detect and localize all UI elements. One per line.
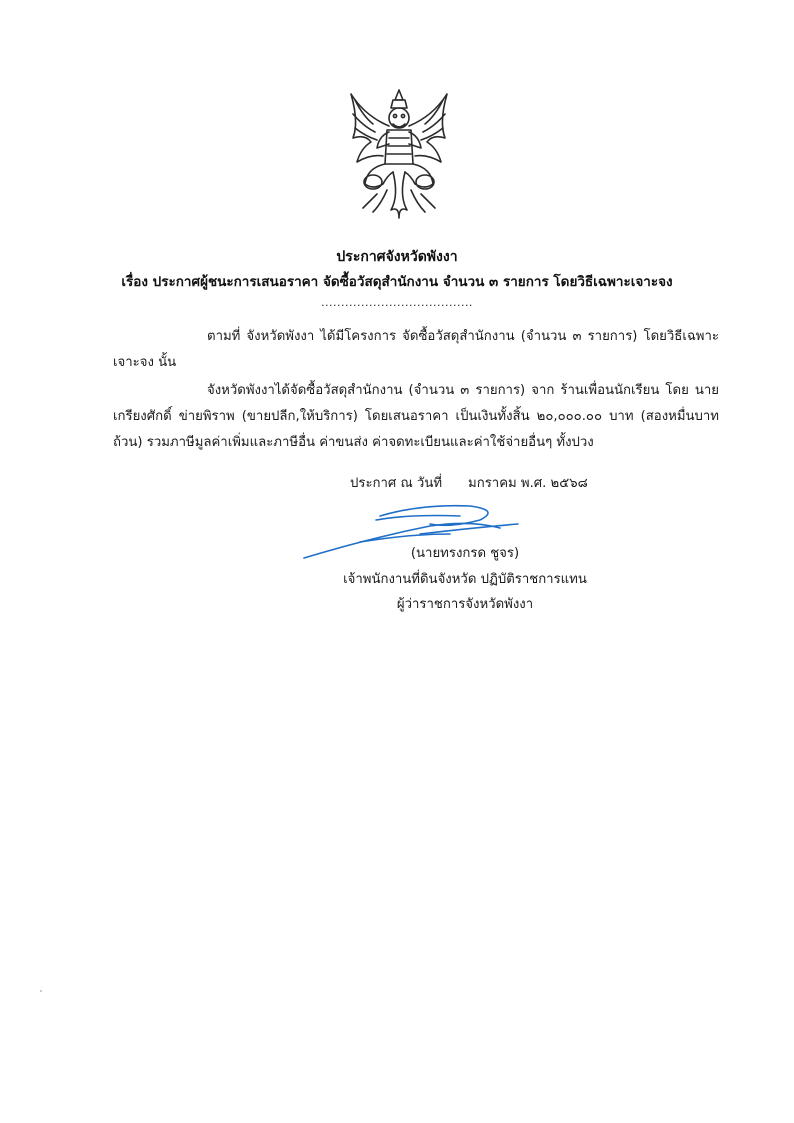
- announcement-date: [350, 472, 588, 493]
- separator-line: ......................................: [321, 296, 473, 309]
- announcement-subject: เรื่อง ประกาศผู้ชนะการเสนอราคา จัดซื้อวัสดุสำนักงาน จำนวน ๓ รายการ โดยวิธีเฉพาะเจาะจง: [121, 274, 673, 290]
- scan-speck: [40, 990, 42, 992]
- date-value: มกราคม พ.ศ. ๒๕๖๘: [468, 476, 588, 491]
- announcement-title: ประกาศจังหวัดพังงา: [336, 249, 458, 265]
- garuda-emblem-icon: [343, 86, 455, 226]
- date-prefix: ประกาศ ณ วันที่: [350, 476, 443, 491]
- body-paragraph-2: จังหวัดพังงาได้จัดซื้อวัสดุสำนักงาน (จำนวน ๓ รายการ) จาก ร้านเพื่อนนักเรียน โดย นายเกรียงศักดิ์ ข่ายพิราพ (ขายปลีก,ให้บริการ) โดยเสนอราคา เป็นเงินทั้งสิ้น ๒๐,๐๐๐.๐๐ บาท (สองหมื่นบาทถ้วน) รวมภาษีมูลค่าเพิ่มและภาษีอื่น ค่าขนส่ง ค่าจดทะเบียนและค่าใช้จ่ายอื่นๆ ทั้งปวง: [113, 383, 719, 450]
- signer-position: เจ้าพนักงานที่ดินจังหวัด ปฏิบัติราชการแทน: [343, 572, 587, 587]
- signer-name: (นายทรงกรด ชูจร): [410, 546, 520, 561]
- signer-on-behalf-of: ผู้ว่าราชการจังหวัดพังงา: [396, 597, 534, 612]
- body-paragraph-1: ตามที่ จังหวัดพังงา ได้มีโครงการ จัดซื้อวัสดุสำนักงาน (จำนวน ๓ รายการ) โดยวิธีเฉพาะเจาะจง นั้น: [113, 329, 719, 370]
